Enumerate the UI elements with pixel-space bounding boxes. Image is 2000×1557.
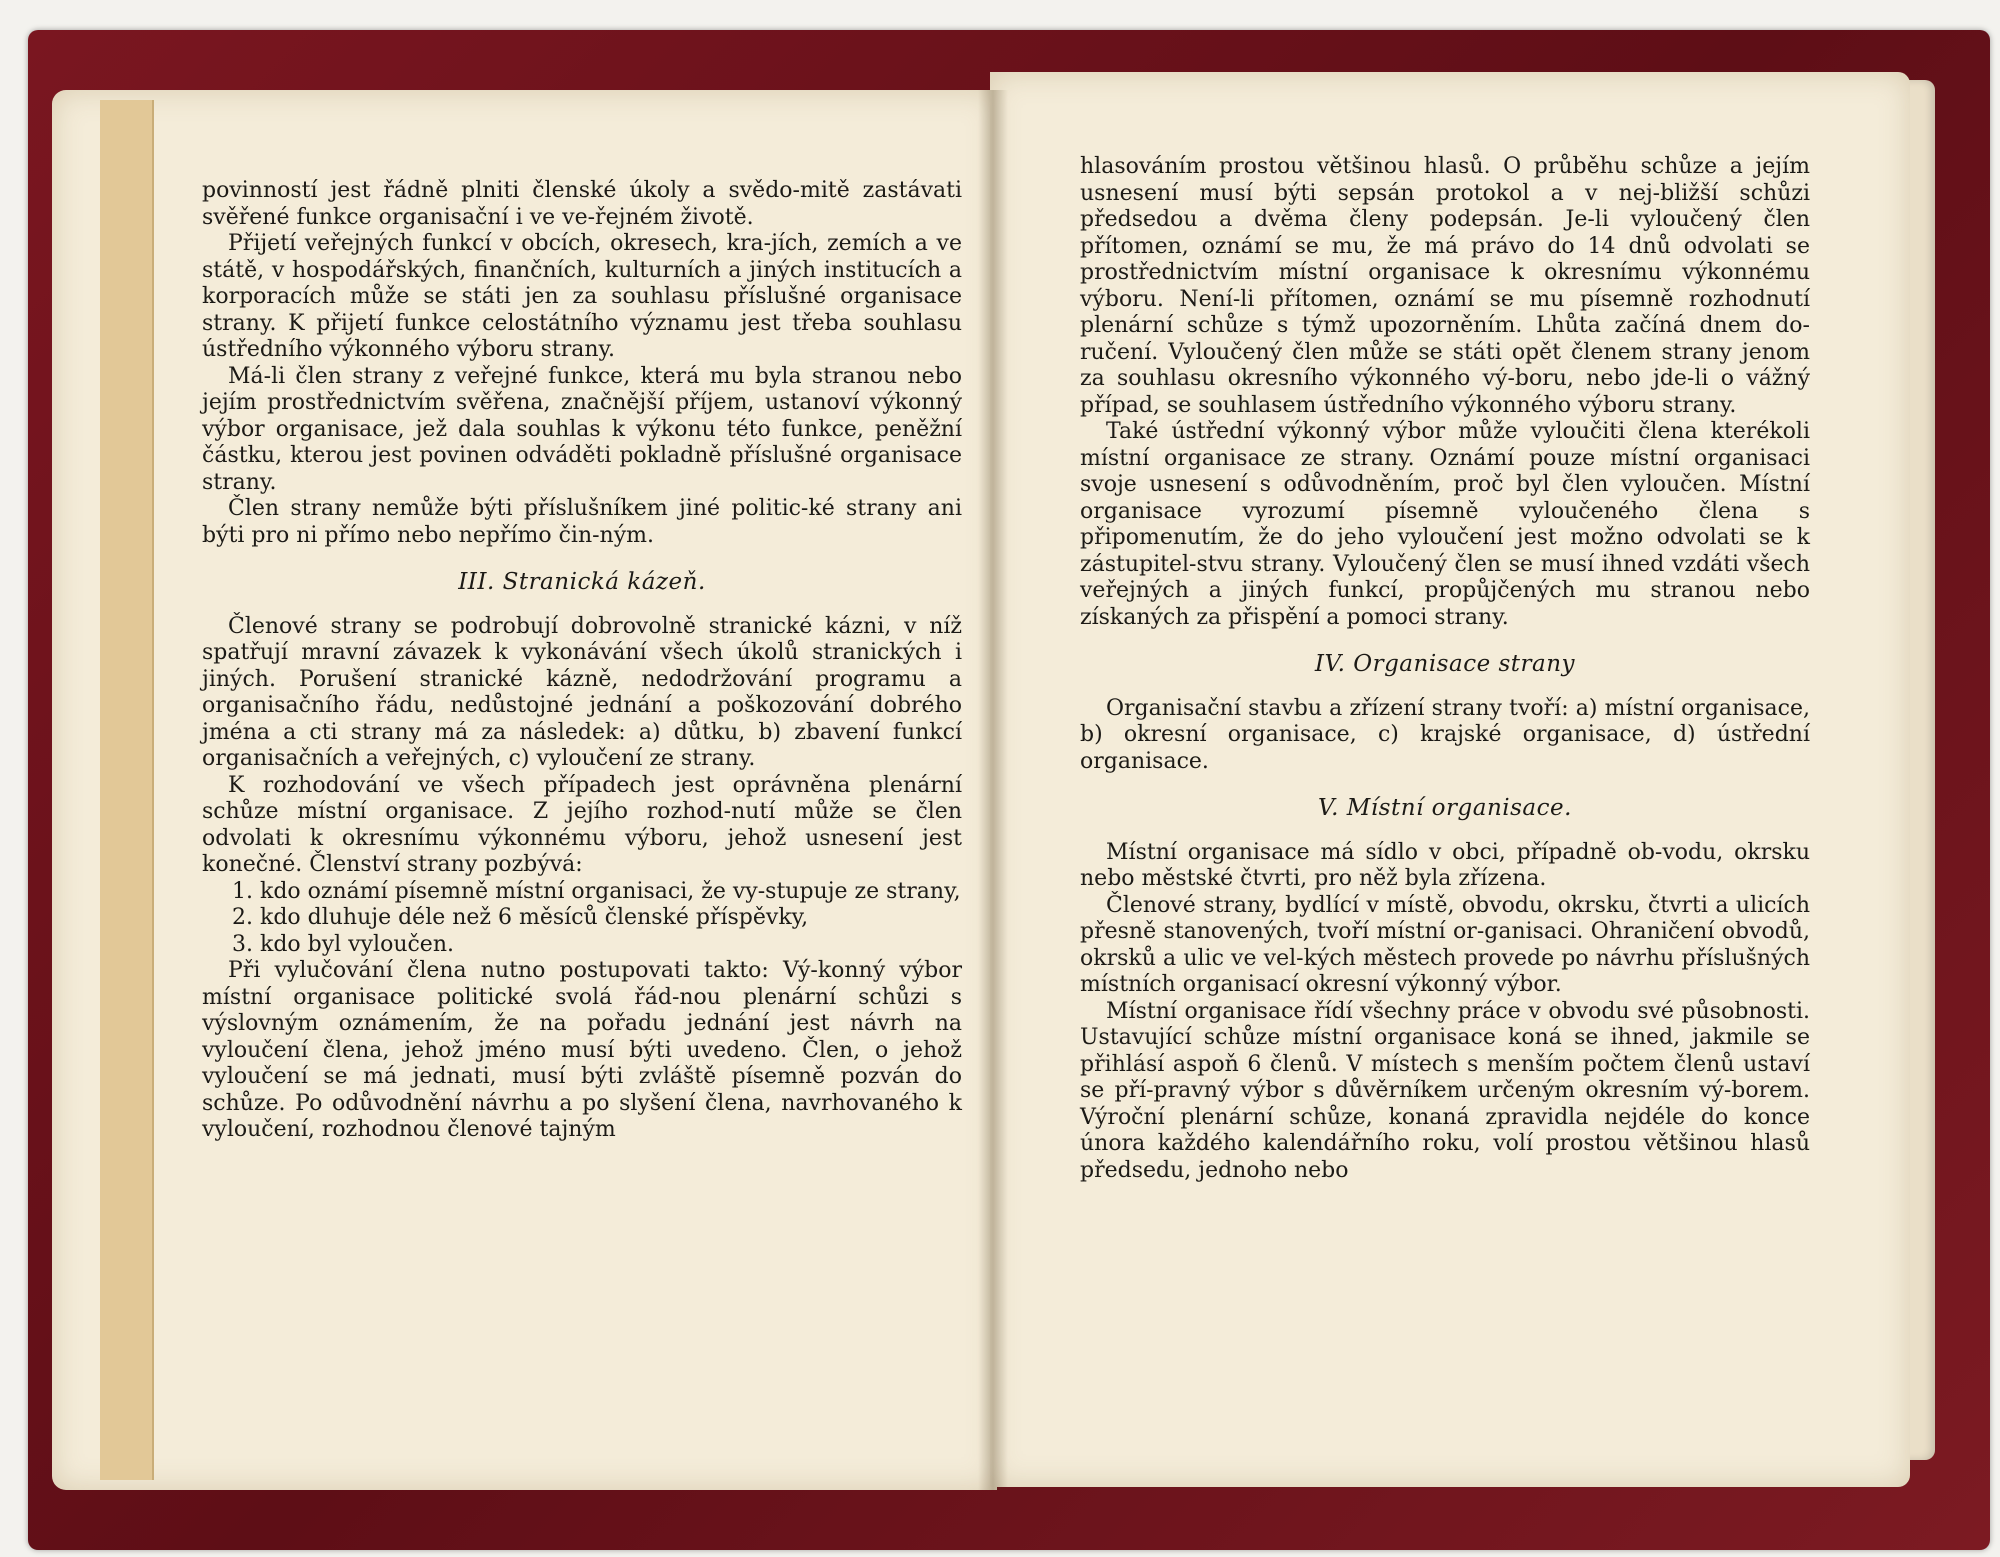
paragraph: Přijetí veřejných funkcí v obcích, okresech, kra-jích, zemích a ve státě, v hospodářských, finančních, kulturních a jiných institucích a korporacích může se státi jen za souhlasu příslušné organisace strany. K přijetí funkce celostátního významu jest třeba souhlasu ústředního výkonného výboru strany.	[202, 231, 962, 362]
paragraph: Člen strany nemůže býti příslušníkem jiné politic-ké strany ani býti pro ni přímo nebo nepřímo čin-ným.	[202, 496, 962, 548]
membership-loss-list	[202, 879, 962, 959]
list-item: 2. kdo dluhuje déle než 6 měsíců členské příspěvky,	[232, 905, 809, 930]
list-item: 3. kdo byl vyloučen.	[232, 931, 454, 957]
section-heading: III. Stranická kázeň.	[458, 569, 706, 595]
paragraph: Členové strany, bydlící v místě, obvodu, okrsku, čtvrti a ulicích přesně stanovených, tvoří místní or-ganisaci. Ohraničení obvodů, okrsků a ulic ve vel-kých městech provede po návrhu příslušných místních organisací okresní výkonný výbor.	[1080, 892, 1810, 997]
paragraph: Organisační stavbu a zřízení strany tvoří: a) místní organisace, b) okresní organisace, c) krajské organisace, d) ústřední organisace.	[1080, 695, 1810, 774]
left-page	[52, 90, 997, 1490]
paragraph: Místní organisace má sídlo v obci, případně ob-vodu, okrsku nebo městské čtvrti, pro něž byla zřízena.	[1080, 839, 1810, 891]
paragraph: Místní organisace řídí všechny práce v obvodu své působnosti. Ustavující schůze místní organisace koná se ihned, jakmile se přihlásí aspoň 6 členů. V místech s menším počtem členů ustaví se pří-pravný výbor s důvěrníkem určeným okresním vý-borem. Výroční plenární schůze, konaná zpravidla nejdéle do konce února každého kalendářního roku, volí prostou většinou hlasů předsedu, jednoho nebo	[1080, 998, 1810, 1183]
paragraph: Také ústřední výkonný výbor může vyloučiti člena kterékoli místní organisace ze strany. Oznámí pouze místní organisaci svoje usnesení s odůvodněním, proč byl člen vyloučen. Místní organisace vyrozumí písemně vyloučeného člena s připomenutím, že do jeho vyloučení jest možno odvolati se k zástupitel-stvu strany. Vyloučený člen se musí ihned vzdáti všech veřejných a jiných funkcí, propůjčených mu stranou nebo získaných za přispění a pomoci strany.	[1080, 419, 1810, 630]
right-page	[990, 72, 1910, 1487]
paragraph: Členové strany se podrobují dobrovolně stranické kázni, v níž spatřují mravní závazek k vykonávání všech úkolů stranických i jiných. Porušení stranické kázně, nedodržování programu a organisačního řádu, nedůstojné jednání a poškozování dobrého jména a cti strany má za následek: a) důtku, b) zbavení funkcí organisačních a veřejných, c) vyloučení ze strany.	[202, 613, 962, 771]
book-gutter	[978, 90, 1008, 1490]
paragraph: povinností jest řádně plniti členské úkoly a svědo-mitě zastávati svěřené funkce organisační i ve ve-řejném životě.	[202, 178, 962, 230]
paragraph: Má-li člen strany z veřejné funkce, která mu byla stranou nebo jejím prostřednictvím svěřena, značnější příjem, ustanoví výkonný výbor organisace, jež dala souhlas k výkonu této funkce, peněžní částku, kterou jest povinen odváděti pokladně příslušné organisace strany.	[202, 363, 962, 495]
paragraph: K rozhodování ve všech případech jest oprávněna plenární schůze místní organisace. Z jejího rozhod-nutí může se člen odvolati k okresnímu výkonnému výboru, jehož usnesení jest konečné. Členství strany pozbývá:	[202, 772, 962, 877]
section-heading: V. Místní organisace.	[1318, 795, 1572, 821]
left-page-edge	[100, 100, 154, 1480]
paragraph: hlasováním prostou většinou hlasů. O průběhu schůze a jejím usnesení musí býti sepsán protokol a v nej-bližší schůzi předsedou a dvěma členy podepsán. Je-li vyloučený člen přítomen, oznámí se mu, že má právo do 14 dnů odvolati se prostřednictvím místní organisace k okresnímu výkonnému výboru. Není-li přítomen, oznámí se mu písemně rozhodnutí plenární schůze s týmž upozorněním. Lhůta začíná dnem do-ručení. Vyloučený člen může se státi opět členem strany jenom za souhlasu okresního výkonného vý-boru, nebo jde-li o vážný případ, se souhlasem ústředního výkonného výboru strany.	[1080, 154, 1810, 418]
left-page-text	[202, 178, 962, 1144]
section-heading: IV. Organisace strany	[1314, 651, 1576, 677]
right-page-text	[1080, 154, 1810, 1184]
paragraph: Při vylučování člena nutno postupovati takto: Vý-konný výbor místní organisace politické svolá řád-nou plenární schůzi s výslovným oznámením, že na pořadu jednání jest návrh na vyloučení člena, jehož jméno musí býti uvedeno. Člen, o jehož vyloučení se má jednati, musí býti zvláště písemně pozván do schůze. Po odůvodnění návrhu a po slyšení člena, navrhovaného k vyloučení, rozhodnou členové tajným	[202, 958, 962, 1142]
list-item: 1. kdo oznámí písemně místní organisaci, že vy-stupuje ze strany,	[232, 878, 961, 904]
